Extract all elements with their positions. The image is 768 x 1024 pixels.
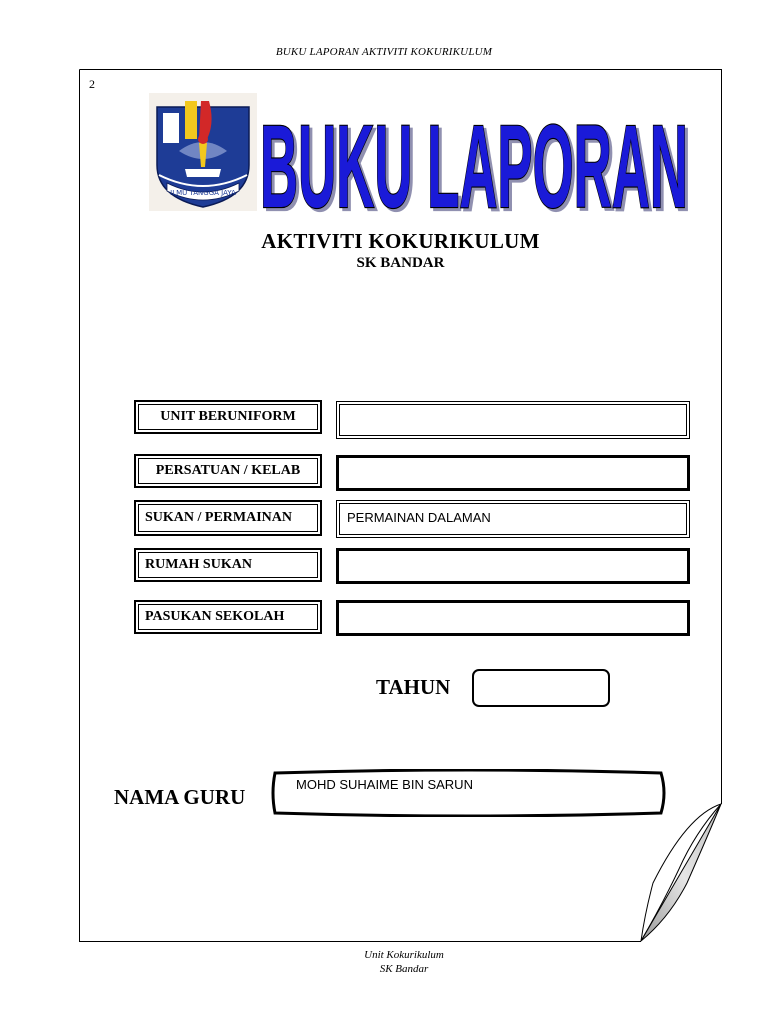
field-label: UNIT BERUNIFORM xyxy=(160,409,296,424)
page-curl-icon xyxy=(639,803,723,943)
label-box xyxy=(134,548,322,582)
label-box xyxy=(134,454,322,488)
nama-guru-value: MOHD SUHAIME BIN SARUN xyxy=(296,777,473,792)
footer-school: SK Bandar xyxy=(379,963,429,975)
running-header: BUKU LAPORAN AKTIVITI KOKURIKULUM xyxy=(275,46,493,58)
form-row-pasukan-sekolah xyxy=(134,600,692,640)
nama-guru-label: NAMA GURU xyxy=(114,785,246,809)
crest-motto: ILMU TANGGA JAYA xyxy=(170,189,236,197)
sukan-permainan-field[interactable] xyxy=(336,500,690,538)
unit-beruniform-field[interactable] xyxy=(336,401,690,439)
rumah-sukan-field[interactable] xyxy=(336,548,690,584)
title-text: BUKU LAPORAN xyxy=(260,101,688,219)
page-number: 2 xyxy=(89,77,95,91)
label-box xyxy=(134,400,322,434)
school-crest-icon xyxy=(149,93,257,211)
field-label: RUMAH SUKAN xyxy=(145,557,252,572)
field-value: PERMAINAN DALAMAN xyxy=(347,510,491,525)
activity-subtitle: AKTIVITI KOKURIKULUM xyxy=(261,229,540,253)
form-row-unit-beruniform xyxy=(134,400,692,440)
field-label: PERSATUAN / KELAB xyxy=(155,463,301,478)
tahun-field[interactable] xyxy=(472,669,610,707)
field-label: SUKAN / PERMAINAN xyxy=(145,510,292,525)
label-box xyxy=(134,500,322,536)
school-name: SK BANDAR xyxy=(356,255,445,271)
tahun-label: TAHUN xyxy=(376,675,451,699)
running-footer xyxy=(0,948,768,976)
report-book-title xyxy=(257,99,691,219)
cover-page xyxy=(79,69,722,942)
form-row-persatuan-kelab xyxy=(134,454,692,494)
label-box xyxy=(134,600,322,634)
field-label: PASUKAN SEKOLAH xyxy=(145,609,285,624)
pasukan-sekolah-field[interactable] xyxy=(336,600,690,636)
persatuan-kelab-field[interactable] xyxy=(336,455,690,491)
form-row-sukan-permainan xyxy=(134,500,692,540)
footer-unit: Unit Kokurikulum xyxy=(364,949,444,961)
form-row-rumah-sukan xyxy=(134,548,692,588)
